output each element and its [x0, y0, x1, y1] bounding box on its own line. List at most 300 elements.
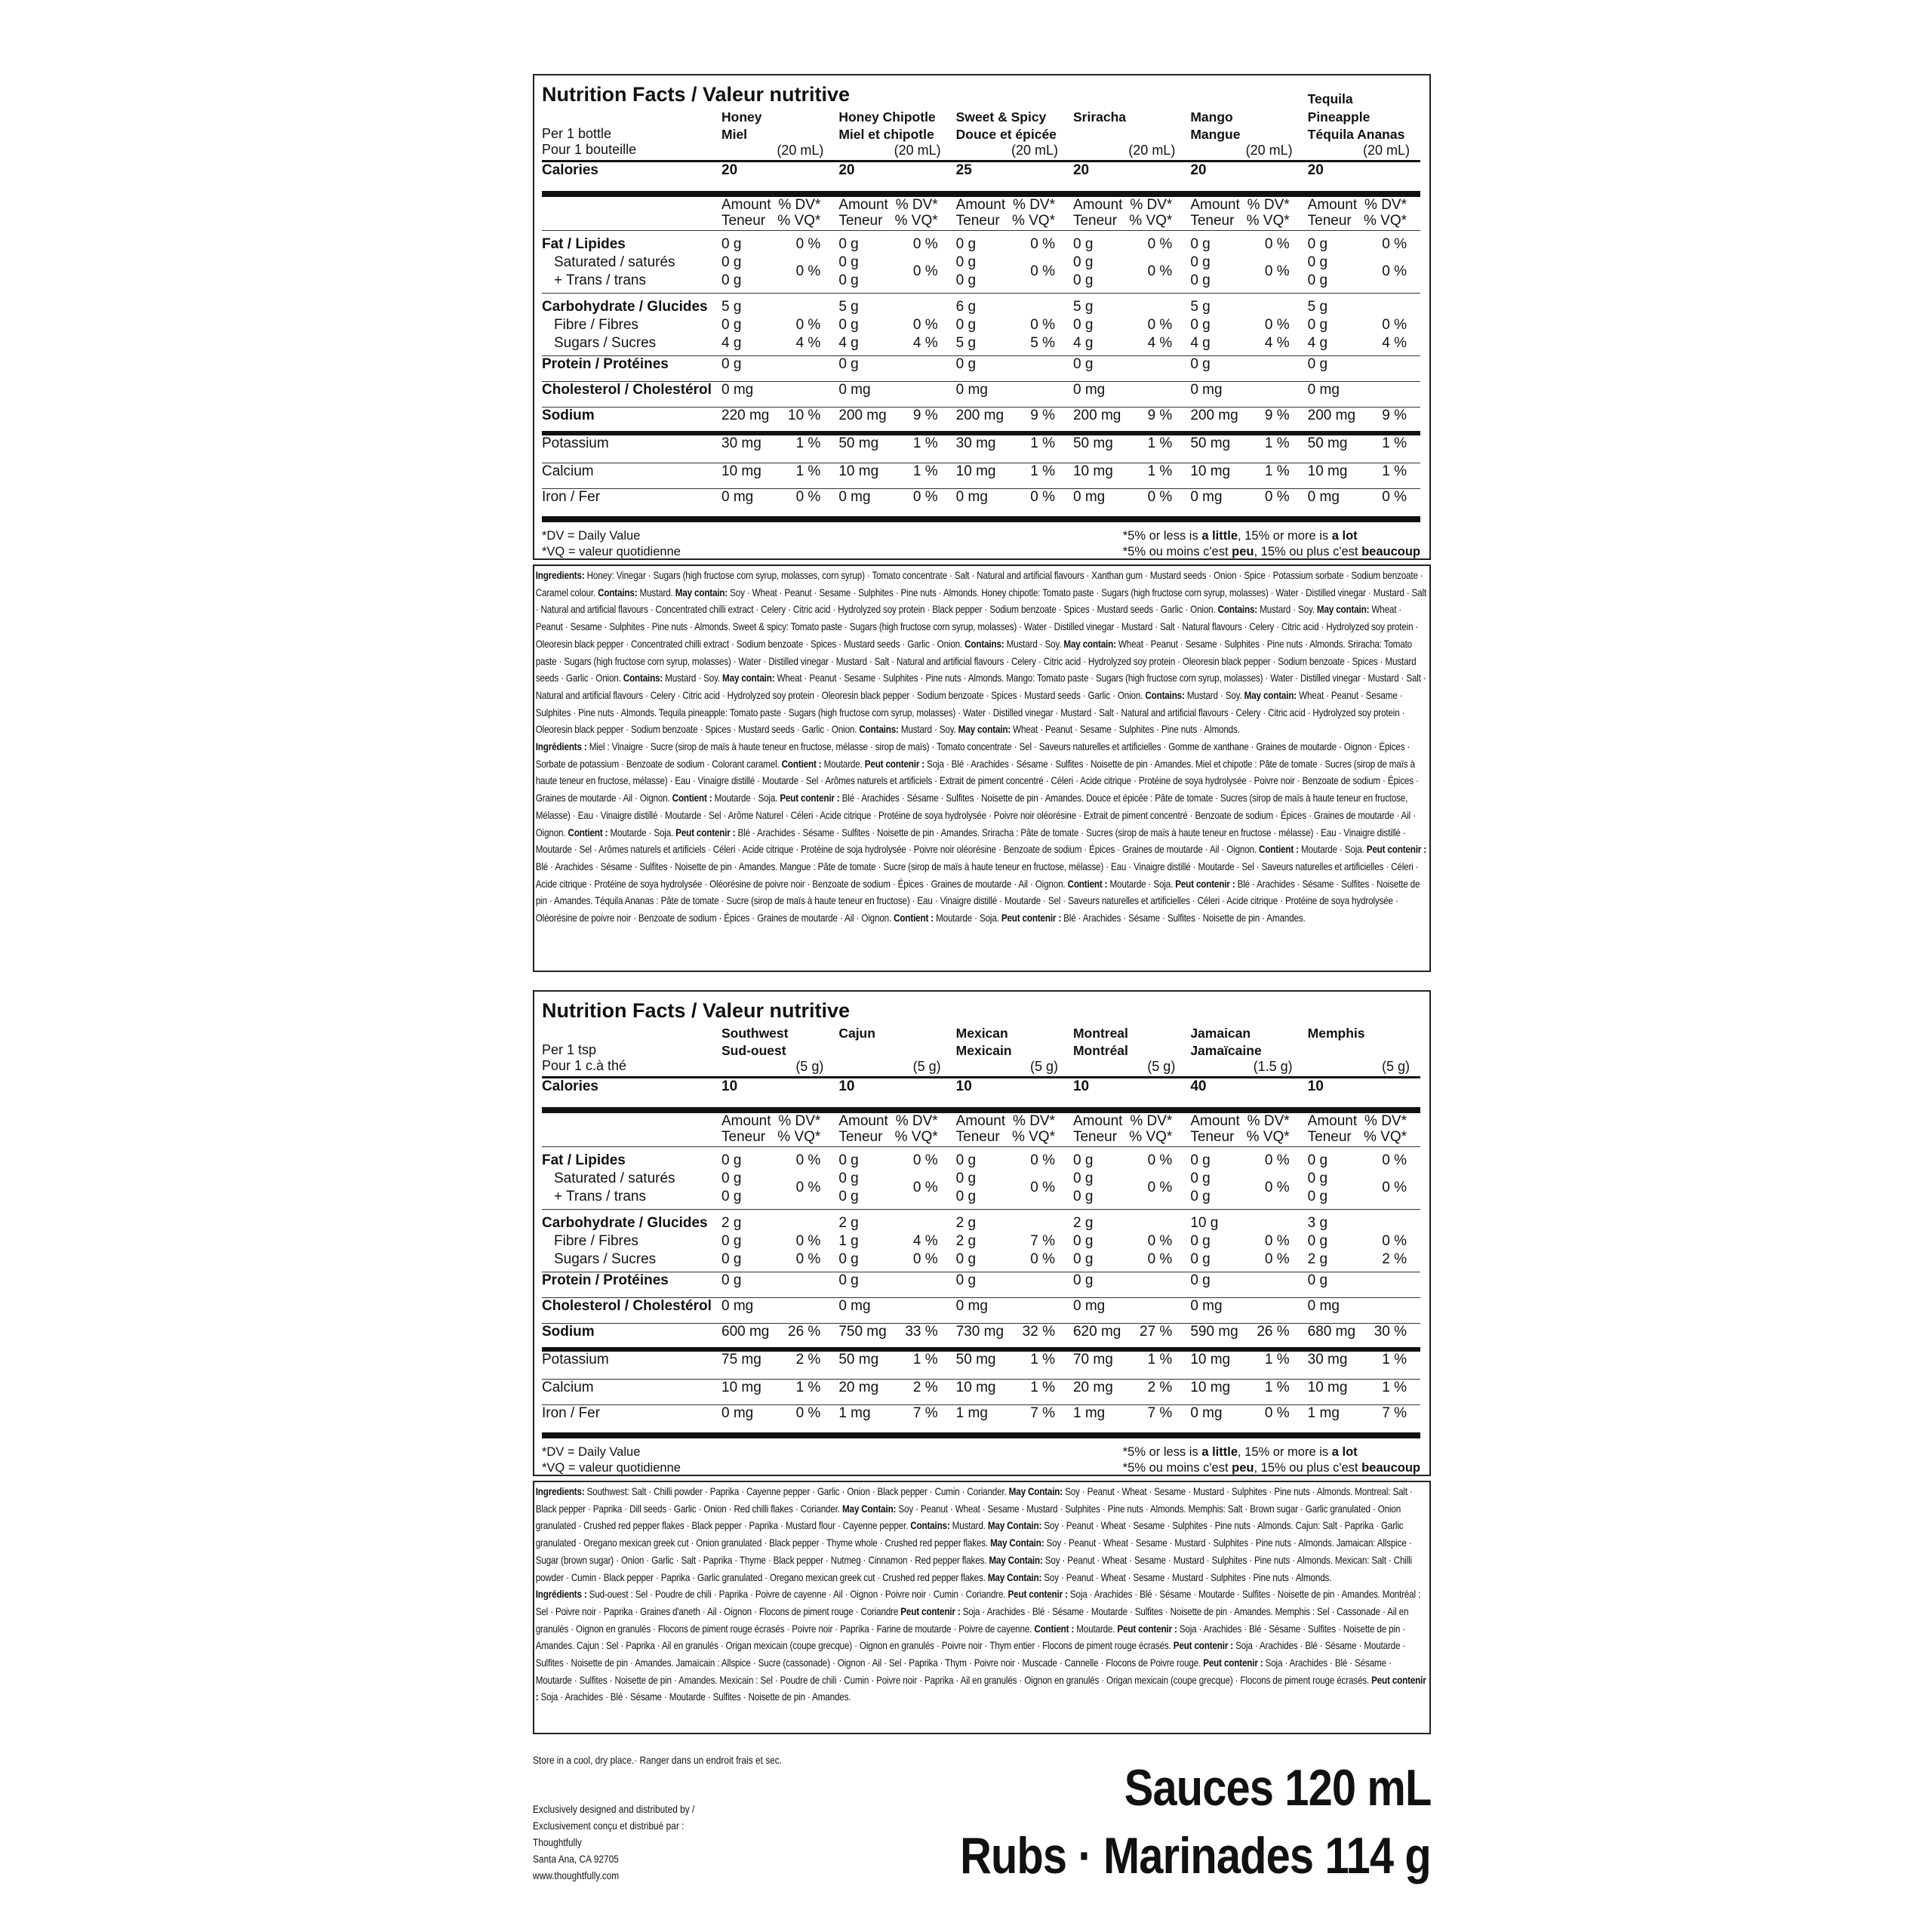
nutrition-table [542, 1024, 1420, 1431]
sugars-dv: 0 % [912, 1251, 938, 1267]
carb-amount: 2 g [721, 1215, 742, 1231]
amount-dv-header [1186, 1113, 1292, 1145]
product-header [834, 108, 940, 160]
fat-amount: 0 g [1190, 236, 1211, 252]
fat-amount: 0 g [721, 1152, 742, 1168]
sugars-amount: 4 g [1190, 335, 1211, 351]
saturated-trans-dv: 0 % [1147, 1180, 1173, 1195]
product-name-fr: Sud-ouest [721, 1043, 786, 1058]
distributor-line: Thoughtfully [533, 1836, 582, 1848]
dv-value: 1 % [912, 435, 938, 451]
dv-value: 0 % [795, 489, 821, 505]
teneur-header: Teneur [838, 1129, 883, 1145]
vq-header: % VQ* [1246, 1129, 1290, 1145]
saturated-amount: 0 g [1307, 254, 1328, 270]
footnote-peu-beaucoup: *5% ou moins c'est peu, 15% ou plus c'est beaucoup [1122, 544, 1420, 558]
calories-value: 10 [721, 1078, 738, 1094]
saturated-trans-dv: 0 % [795, 1180, 821, 1195]
dv-value: 1 % [1382, 1351, 1407, 1367]
saturated-trans-dv: 0 % [795, 263, 821, 279]
serving-label-en: Per 1 tsp [542, 1042, 597, 1057]
calories-value: 10 [955, 1078, 972, 1094]
product-name-fr [1073, 126, 1175, 143]
dv-value: 1 % [1147, 1351, 1173, 1367]
amount-value: 30 mg [721, 435, 761, 451]
serving-size: (5 g) [1381, 1059, 1410, 1074]
amount-header: Amount [1190, 1113, 1240, 1129]
saturated-trans-dv: 0 % [1382, 263, 1407, 279]
teneur-header: Teneur [838, 213, 883, 229]
amount-value: 0 g [1072, 1272, 1094, 1288]
saturated-amount: 0 g [1190, 254, 1211, 270]
nutrient-label: Cholesterol / Cholestérol [542, 1298, 712, 1314]
serving-size: (5 g) [912, 1059, 941, 1074]
vq-header: % VQ* [1246, 213, 1290, 229]
saturated-amount: 0 g [721, 254, 742, 270]
product-name-fr: Miel et chipotle [838, 127, 934, 142]
dv-value: 2 % [1147, 1380, 1173, 1395]
sugars-dv: 4 % [1147, 335, 1173, 351]
dv-value: 0 % [1264, 489, 1290, 505]
calories-value: 10 [1072, 1078, 1090, 1094]
amount-value: 30 mg [1307, 1351, 1348, 1367]
dv-value: 0 % [1147, 489, 1173, 505]
dv-value: 9 % [1030, 408, 1055, 423]
carb-values [717, 298, 823, 352]
sugars-dv: 5 % [1030, 335, 1055, 351]
carb-amount: 3 g [1307, 1215, 1328, 1231]
fat-dv: 0 % [1382, 236, 1407, 252]
saturated-amount: 0 g [1072, 254, 1094, 270]
fat-dv: 0 % [1147, 236, 1173, 252]
fibre-amount: 0 g [838, 317, 859, 333]
amount-header: Amount [721, 197, 771, 213]
fat-values [1186, 235, 1292, 290]
fat-values [1303, 1152, 1410, 1206]
dv-value: 0 % [795, 1405, 821, 1421]
fat-values [1069, 1152, 1175, 1206]
teneur-header: Teneur [1307, 1129, 1352, 1145]
vq-header: % VQ* [1363, 1129, 1407, 1145]
fat-amount: 0 g [1072, 1152, 1094, 1168]
fibre-amount: 1 g [838, 1233, 859, 1249]
product-name-en: Jamaican [1190, 1026, 1251, 1041]
amount-value: 200 mg [1072, 408, 1121, 423]
saturated-trans-dv: 0 % [1030, 263, 1055, 279]
nutrient-label: Sodium [542, 408, 595, 423]
calories-value: 20 [1307, 162, 1324, 178]
vq-header: % VQ* [1129, 1129, 1173, 1145]
headline-sauces: Sauces 120 mL [1124, 1759, 1431, 1817]
sugars-dv: 0 % [795, 1251, 821, 1267]
product-name-en: Mexican [955, 1026, 1008, 1041]
amount-value: 200 mg [1307, 408, 1356, 423]
amount-value: 680 mg [1307, 1324, 1356, 1340]
serving-label-fr: Pour 1 c.à thé [542, 1058, 627, 1073]
saturated-trans-dv: 0 % [1030, 1180, 1055, 1195]
trans-amount: 0 g [838, 272, 859, 288]
dv-value: 1 % [1147, 463, 1173, 479]
ingredients-text-sauces [534, 566, 1431, 929]
carb-values [834, 298, 940, 352]
amount-value: 0 g [1307, 1272, 1328, 1288]
footnote-peu-beaucoup: *5% ou moins c'est peu, 15% ou plus c'est beaucoup [1122, 1460, 1420, 1475]
amount-value: 0 mg [1190, 382, 1223, 398]
product-name-en: Montreal [1072, 1026, 1128, 1041]
carb-values [1069, 298, 1175, 352]
carb-values [834, 1214, 940, 1269]
dv-header: % DV* [1247, 1113, 1290, 1129]
saturated-trans-dv: 0 % [1382, 1180, 1407, 1195]
dv-value: 1 % [1264, 463, 1290, 479]
carb-values [1186, 298, 1292, 352]
amount-value: 10 mg [1190, 463, 1231, 479]
fat-values [1186, 1152, 1292, 1206]
calories-value: 10 [1307, 1078, 1324, 1094]
sugars-amount: 0 g [1190, 1251, 1211, 1267]
amount-value: 10 mg [838, 463, 879, 479]
amount-value: 50 mg [955, 1351, 996, 1367]
panel-title: Nutrition Facts / Valeur nutritive [542, 999, 851, 1022]
amount-header: Amount [1072, 1113, 1123, 1129]
fat-label: Fat / Lipides [542, 1152, 626, 1168]
amount-value: 0 mg [721, 1298, 754, 1314]
sugars-amount: 0 g [721, 1251, 742, 1267]
amount-value: 70 mg [1072, 1351, 1113, 1367]
fat-dv: 0 % [795, 236, 821, 252]
trans-amount: 0 g [721, 272, 742, 288]
product-header [1069, 1024, 1175, 1076]
amount-value: 750 mg [838, 1324, 887, 1340]
serving-size: (5 g) [1147, 1059, 1176, 1074]
product-name-en: Honey [721, 109, 762, 125]
footnote-little-lot: *5% or less is a little, 15% or more is a lot [1122, 528, 1358, 543]
calories-value: 20 [721, 162, 738, 178]
product-name-en: Memphis [1307, 1026, 1365, 1041]
sugars-amount: 4 g [1307, 335, 1328, 351]
product-name-en: Southwest [721, 1026, 789, 1041]
amount-dv-header [1069, 1113, 1175, 1145]
amount-value: 0 g [1190, 1272, 1211, 1288]
saturated-amount: 0 g [955, 1171, 977, 1186]
calories-label: Calories [542, 162, 598, 178]
amount-value: 20 mg [838, 1380, 879, 1395]
vq-header: % VQ* [1129, 213, 1173, 229]
amount-value: 0 mg [838, 1298, 871, 1314]
nutrient-label: Iron / Fer [542, 1405, 601, 1421]
vq-header: % VQ* [1011, 213, 1055, 229]
dv-value: 1 % [1382, 435, 1407, 451]
nutrient-label: Calcium [542, 463, 594, 479]
saturated-label: Saturated / saturés [554, 254, 675, 270]
fibre-dv: 0 % [795, 317, 821, 333]
sugars-label: Sugars / Sucres [554, 335, 657, 351]
product-header [1303, 1024, 1410, 1076]
sugars-amount: 0 g [838, 1251, 859, 1267]
fibre-dv: 0 % [1147, 1233, 1173, 1249]
amount-value: 0 g [955, 356, 977, 372]
amount-value: 0 mg [1190, 1298, 1223, 1314]
fibre-amount: 0 g [1190, 1233, 1211, 1249]
dv-value: 0 % [912, 489, 938, 505]
fibre-dv: 0 % [1030, 317, 1055, 333]
carb-values [717, 1214, 823, 1269]
teneur-header: Teneur [721, 1129, 766, 1145]
dv-header: % DV* [778, 1113, 821, 1129]
amount-dv-header [952, 1113, 1058, 1145]
footnote-dv: *DV = Daily Value [542, 528, 641, 543]
amount-dv-header [1303, 1113, 1410, 1145]
dv-header: % DV* [1130, 1113, 1173, 1129]
product-name-en: Tequila Pineapple [1307, 91, 1371, 125]
dv-header: % DV* [1364, 197, 1407, 213]
sugars-label: Sugars / Sucres [554, 1251, 657, 1267]
amount-value: 0 mg [955, 382, 988, 398]
distributor-line: www.thoughtfully.com [533, 1869, 620, 1881]
saturated-amount: 0 g [955, 254, 977, 270]
distributor-line: Exclusivement conçu et distribué par : [533, 1820, 685, 1832]
footnote-vq: *VQ = valeur quotidienne [542, 1460, 681, 1475]
dv-header: % DV* [895, 1113, 938, 1129]
saturated-amount: 0 g [1072, 1171, 1094, 1186]
sugars-amount: 4 g [838, 335, 859, 351]
product-name-fr: Mexicain [955, 1043, 1012, 1058]
carb-values [952, 1214, 1058, 1269]
carb-amount: 2 g [838, 1215, 859, 1231]
sugars-dv: 0 % [1030, 1251, 1055, 1267]
teneur-header: Teneur [955, 1129, 1000, 1145]
dv-value: 0 % [1264, 1405, 1290, 1421]
sugars-amount: 0 g [955, 1251, 977, 1267]
amount-value: 50 mg [838, 1351, 879, 1367]
headline-rubs: Rubs · Marinades 114 g [960, 1827, 1431, 1884]
dv-value: 0 % [1030, 489, 1055, 505]
amount-value: 50 mg [1072, 435, 1113, 451]
fat-values [717, 1152, 823, 1206]
amount-value: 0 mg [721, 382, 754, 398]
fat-amount: 0 g [838, 1152, 859, 1168]
fat-label: Fat / Lipides [542, 236, 626, 252]
dv-value: 1 % [1030, 435, 1055, 451]
amount-value: 0 g [955, 1272, 977, 1288]
fibre-amount: 0 g [721, 317, 742, 333]
dv-value: 26 % [1257, 1324, 1290, 1340]
dv-header: % DV* [1130, 197, 1173, 213]
carb-amount: 2 g [1072, 1215, 1094, 1231]
amount-header: Amount [955, 197, 1006, 213]
amount-value: 0 g [1307, 356, 1328, 372]
saturated-trans-dv: 0 % [912, 263, 938, 279]
fat-values [952, 235, 1058, 290]
amount-header: Amount [955, 1113, 1006, 1129]
product-header [717, 108, 823, 160]
saturated-amount: 0 g [838, 254, 859, 270]
dv-value: 9 % [1147, 408, 1173, 423]
dv-value: 33 % [905, 1324, 938, 1340]
nutrient-label: Potassium [542, 1351, 609, 1367]
ingredients-en-rubs: Ingredients: Southwest: Salt · Chilli powder · Paprika · Cayenne pepper · Garlic · Onion · Black pepper · Cumin · Coriander. May Contain: Soy · Peanut · Wheat · Sesame · Mustard · Sulphites · Pine nuts · Almonds. Montreal: Salt · Black pepper · Paprika · Dill seeds · Garlic · Onion · Red chilli flakes · Coriander. May Contain: Soy · Peanut · Wheat · Sesame · Mustard · Sulphites · Pine nuts · Almonds. Memphis: Salt · Brown sugar · Garlic granulated · Onion granulated · Crushed red pepper flakes · Black pepper · Paprika · Mustard flour · Cayenne pepper. Contains: Mustard. May Contain: Soy · Peanut · Wheat · Sesame · Sulphites · Pine nuts · Almonds. Cajun: Salt · Paprika · Garlic granulated · Oregano mexican greek cut · Onion granulated · Black pepper · Thyme whole · Crushed red pepper flakes. May Contain: Soy · Peanut · Wheat · Sesame · Mustard · Sulphites · Pine nuts · Almonds. Jamaican: Allspice · Sugar (brown sugar) · Onion · Garlic · Salt · Paprika · Thyme · Black pepper · Nutmeg · Cinnamon · Red pepper flakes. May Contain: Soy · Peanut · Wheat · Sesame · Mustard · Sulphites · Pine nuts · Almonds. Mexican: Salt · Chilli powder · Cumin · Black pepper · Paprika · Garlic granulated · Oregano mexican greek cut · Crushed red pepper flakes. May Contain: Soy · Peanut · Wheat · Sesame · Mustard · Sulphites · Pine nuts · Almonds. [535, 1486, 1413, 1583]
product-header [717, 1024, 823, 1076]
dv-value: 1 % [1264, 435, 1290, 451]
product-header [1303, 91, 1410, 160]
amount-value: 50 mg [1307, 435, 1348, 451]
sugars-dv: 2 % [1382, 1251, 1407, 1267]
dv-footnote [542, 1432, 1420, 1476]
serving-size: (20 mL) [1362, 143, 1410, 158]
dv-value: 1 % [1264, 1351, 1290, 1367]
serving-size: (1.5 g) [1253, 1059, 1293, 1074]
serving-size: (20 mL) [1245, 143, 1293, 158]
amount-header: Amount [1307, 1113, 1358, 1129]
dv-value: 1 % [1147, 435, 1173, 451]
amount-value: 10 mg [721, 1380, 761, 1395]
dv-value: 7 % [1382, 1405, 1407, 1421]
fibre-amount: 0 g [1307, 1233, 1328, 1249]
calories-value: 20 [838, 162, 855, 178]
teneur-header: Teneur [721, 213, 766, 229]
amount-value: 0 g [721, 1272, 742, 1288]
vq-header: % VQ* [1011, 1129, 1055, 1145]
amount-dv-header [1186, 197, 1292, 229]
vq-header: % VQ* [894, 213, 938, 229]
carb-amount: 10 g [1190, 1215, 1219, 1231]
teneur-header: Teneur [1072, 213, 1118, 229]
trans-label: + Trans / trans [554, 1189, 646, 1204]
fat-dv: 0 % [1147, 1152, 1173, 1168]
dv-value: 1 % [1382, 1380, 1407, 1395]
amount-header: Amount [721, 1113, 771, 1129]
saturated-trans-dv: 0 % [1147, 263, 1173, 279]
fibre-dv: 0 % [795, 1233, 821, 1249]
vq-header: % VQ* [894, 1129, 938, 1145]
carb-values [1303, 298, 1410, 352]
fat-dv: 0 % [912, 1152, 938, 1168]
ingredients-en-sauces: Ingredients: Honey: Vinegar · Sugars (high fructose corn syrup, molasses, corn syrup) · Tomato concentrate · Salt · Natural and artificial flavours · Xanthan gum · Mustard seeds · Onion · Spice · Potassium sorbate · Sodium benzoate · Caramel colour. Contains: Mustard. May contain: Soy · Wheat · Peanut · Sesame · Sulphites · Pine nuts · Almonds. Honey chipotle: Tomato paste · Sugars (high fructose corn syrup, molasses) · Water · Distilled vinegar · Mustard · Salt · Natural and artificial flavours · Concentrated chilli extract · Celery · Citric acid · Hydrolyzed soy protein · Black pepper · Sodium benzoate · Spices · Mustard seeds · Garlic · Onion. Contains: Mustard · Soy. May contain: Wheat · Peanut · Sesame · Sulphites · Pine nuts · Almonds. Sweet & spicy: Tomato paste · Sugars (high fructose corn syrup, molasses) · Water · Distilled vinegar · Mustard · Salt · Natural flavours · Celery · Citric acid · Hydrolyzed soy protein · Oleoresin black pepper · Concentrated chilli extract · Sodium benzoate · Spices · Mustard seeds · Garlic · Onion. Contains: Mustard · Soy. May contain: Wheat · Peanut · Sesame · Sulphites · Pine nuts · Almonds. Sriracha: Tomato paste · Sugars (high fructose corn syrup, molasses) · Water · Distilled vinegar · Mustard · Salt · Natural and artificial flavours · Celery · Citric acid · Hydrolyzed soy protein · Oleoresin black pepper · Sodium benzoate · Spices · Mustard seeds · Garlic · Onion. Contains: Mustard · Soy. May contain: Wheat · Peanut · Sesame · Sulphites · Pine nuts · Almonds. Mango: Tomato paste · Sugars (high fructose corn syrup, molasses) · Water · Distilled vinegar · Mustard · Salt · Natural and artificial flavours · Celery · Citric acid · Hydrolyzed soy protein · Oleoresin black pepper · Sodium benzoate · Spices · Mustard seeds · Garlic · Onion. Contains: Mustard · Soy. May contain: Wheat · Peanut · Sesame · Sulphites · Pine nuts · Almonds. Tequila pineapple: Tomato paste · Sugars (high fructose corn syrup, molasses) · Water · Distilled vinegar · Mustard · Salt · Natural and artificial flavours · Celery · Citric acid · Hydrolyzed soy protein · Oleoresin black pepper · Sodium benzoate · Spices · Mustard seeds · Garlic · Onion. Contains: Mustard · Soy. May contain: Wheat · Peanut · Sesame · Sulphites · Pine nuts · Almonds. [535, 570, 1427, 736]
saturated-label: Saturated / saturés [554, 1171, 675, 1186]
sugars-amount: 5 g [955, 335, 977, 351]
dv-value: 7 % [912, 1405, 938, 1421]
saturated-amount: 0 g [721, 1171, 742, 1186]
fibre-dv: 0 % [1264, 317, 1290, 333]
fat-amount: 0 g [1307, 236, 1328, 252]
sugars-dv: 0 % [1147, 1251, 1173, 1267]
nutrient-label: Protein / Protéines [542, 356, 669, 372]
trans-amount: 0 g [1072, 1189, 1094, 1204]
amount-value: 0 mg [955, 489, 988, 505]
product-name-en: Mango [1190, 109, 1233, 125]
amount-dv-header [834, 1113, 940, 1145]
amount-value: 730 mg [955, 1324, 1004, 1340]
carb-values [952, 298, 1058, 352]
teneur-header: Teneur [955, 213, 1000, 229]
sugars-dv: 4 % [912, 335, 938, 351]
footnote-little-lot: *5% or less is a little, 15% or more is a lot [1122, 1444, 1358, 1459]
amount-value: 0 mg [721, 489, 754, 505]
fat-values [1303, 235, 1410, 290]
amount-value: 220 mg [721, 408, 770, 423]
carb-amount: 5 g [1307, 299, 1328, 315]
dv-header: % DV* [1247, 197, 1290, 213]
vq-header: % VQ* [777, 213, 821, 229]
product-name-fr: Téquila Ananas [1307, 127, 1405, 142]
sugars-dv: 4 % [795, 335, 821, 351]
amount-value: 1 mg [1307, 1405, 1340, 1421]
fat-dv: 0 % [795, 1152, 821, 1168]
amount-value: 1 mg [838, 1405, 871, 1421]
dv-value: 1 % [795, 435, 821, 451]
trans-amount: 0 g [955, 272, 977, 288]
ingredients-text-rubs [534, 1482, 1431, 1708]
fat-amount: 0 g [955, 1152, 977, 1168]
amount-value: 0 g [1190, 356, 1211, 372]
carb-label: Carbohydrate / Glucides [542, 299, 708, 315]
amount-value: 30 mg [955, 435, 996, 451]
product-header [952, 1024, 1058, 1076]
fat-values [717, 235, 823, 290]
fat-amount: 0 g [1072, 236, 1094, 252]
product-name-en: Sweet & Spicy [955, 109, 1047, 125]
carb-values [1069, 1214, 1175, 1269]
product-name-fr: Douce et épicée [955, 127, 1057, 142]
product-name-fr [838, 1042, 940, 1059]
ingredients-fr-rubs: Ingrédients : Sud-ouest : Sel · Poudre de chili · Paprika · Poivre de cayenne · Ail · Oignon · Poivre noir · Cumin · Coriandre. Peut contenir : Soja · Arachides · Blé · Sésame · Moutarde · Sulfites · Noisette de pin · Amandes. Montréal : Sel · Poivre noir · Paprika · Graines d'aneth · Ail · Oignon · Flocons de piment rouge · Coriandre Peut contenir : Soja · Arachides · Blé · Sésame · Moutarde · Sulfites · Noisette de pin · Amandes. Memphis : Sel · Cassonade · Ail en granulés · Oignon en granulés · Flocons de piment rouge écrasés · Poivre noir · Paprika · Farine de moutarde · Poivre de cayenne. Contient : Moutarde. Peut contenir : Soja · Arachides · Blé · Sésame · Sulfites · Noisette de pin · Amandes. Cajun : Sel · Paprika · Ail en granulés · Origan mexicain (coupe grecque) · Oignon en granulés · Poivre noir · Thym entier · Flocons de piment rouge écrasés. Peut contenir : Soja · Arachides · Blé · Sésame · Moutarde · Sulfites · Noisette de pin · Amandes. Jamaïcain : Allspice · Sucre (cassonade) · Oignon · Ail · Sel · Paprika · Thym · Poivre noir · Muscade · Cannelle · Flocons de Poivre rouge. Peut contenir : Soja · Arachides · Blé · Sésame · Moutarde · Sulfites · Noisette de pin · Amandes. Mexicain : Sel · Poudre de chili · Cumin · Poivre noir · Paprika · Ail en granulés · Oignon en granulés · Origan mexicain (coupe grecque) · Flocons de piment rouge écrasés. Peut contenir : Soja · Arachides · Blé · Sésame · Moutarde · Sulfites · Noisette de pin · Amandes. [535, 1589, 1426, 1703]
fat-dv: 0 % [912, 236, 938, 252]
trans-amount: 0 g [1190, 272, 1211, 288]
sugars-amount: 4 g [721, 335, 742, 351]
dv-value: 9 % [912, 408, 938, 423]
fat-amount: 0 g [1190, 1152, 1211, 1168]
fibre-amount: 0 g [1072, 317, 1094, 333]
amount-value: 20 mg [1072, 1380, 1113, 1395]
fat-values [1069, 235, 1175, 290]
calories-value: 40 [1190, 1078, 1207, 1094]
amount-value: 10 mg [1190, 1351, 1231, 1367]
amount-dv-header [717, 197, 823, 229]
fat-amount: 0 g [955, 236, 977, 252]
dv-value: 27 % [1140, 1324, 1173, 1340]
vq-header: % VQ* [777, 1129, 821, 1145]
amount-value: 0 mg [1072, 382, 1106, 398]
fat-dv: 0 % [1264, 1152, 1290, 1168]
dv-header: % DV* [1013, 197, 1055, 213]
serving-label-fr: Pour 1 bouteille [542, 142, 637, 157]
amount-value: 0 mg [838, 382, 871, 398]
amount-header: Amount [1072, 197, 1123, 213]
serving-size: (5 g) [1029, 1059, 1058, 1074]
calories-value: 20 [1072, 162, 1090, 178]
dv-value: 9 % [1264, 408, 1290, 423]
nutrient-label: Iron / Fer [542, 489, 601, 505]
dv-header: % DV* [1013, 1113, 1055, 1129]
serving-size: (20 mL) [1128, 143, 1176, 158]
fibre-amount: 0 g [1190, 317, 1211, 333]
trans-amount: 0 g [1072, 272, 1094, 288]
trans-amount: 0 g [721, 1189, 742, 1204]
fat-dv: 0 % [1030, 1152, 1055, 1168]
amount-value: 10 mg [1307, 463, 1348, 479]
dv-value: 10 % [788, 408, 821, 423]
trans-label: + Trans / trans [554, 272, 646, 288]
dv-value: 1 % [795, 1380, 821, 1395]
carb-amount: 5 g [1190, 299, 1211, 315]
dv-header: % DV* [895, 197, 938, 213]
carb-label: Carbohydrate / Glucides [542, 1215, 708, 1231]
teneur-header: Teneur [1190, 1129, 1235, 1145]
product-header [952, 108, 1058, 160]
amount-value: 10 mg [1190, 1380, 1231, 1395]
trans-amount: 0 g [1307, 272, 1328, 288]
sugars-dv: 4 % [1264, 335, 1290, 351]
